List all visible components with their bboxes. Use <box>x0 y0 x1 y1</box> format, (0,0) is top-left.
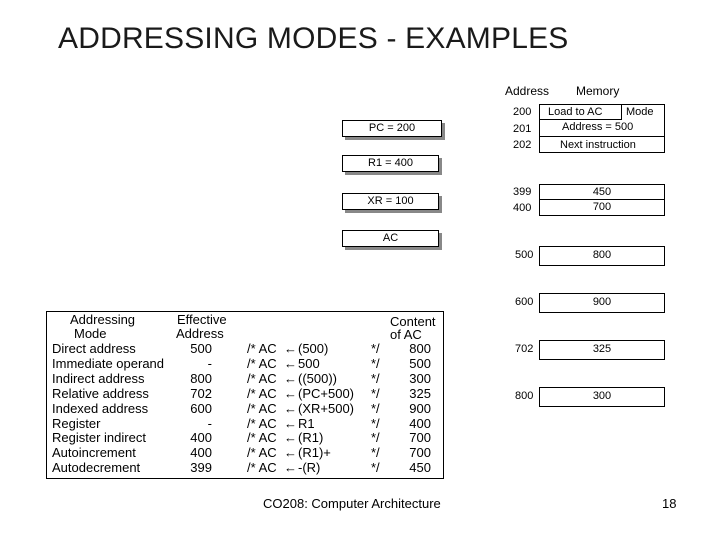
table-header-ea: Address <box>176 326 224 341</box>
memory-block-399 <box>539 184 665 216</box>
instruction-divider <box>540 136 664 137</box>
row-arrow: ← <box>284 341 297 356</box>
row-expression: (R1) <box>298 430 324 446</box>
row-mode: Register indirect <box>52 430 146 446</box>
memory-address: 201 <box>513 123 532 135</box>
row-expression: (500) <box>298 341 329 356</box>
memory-address: 202 <box>513 139 532 151</box>
instruction-block <box>539 104 665 153</box>
row-effective-address: 400 <box>190 445 212 461</box>
memory-address: 702 <box>515 343 534 355</box>
address-header: Address <box>505 84 550 98</box>
row-expression: (PC+500) <box>298 385 354 401</box>
row-mode: Autoincrement <box>52 445 136 461</box>
row-content: 325 <box>409 385 431 401</box>
memory-divider <box>540 199 664 200</box>
row-content: 700 <box>409 430 431 446</box>
memory-value: 800 <box>592 249 612 261</box>
table-header-content: of AC <box>390 327 422 342</box>
memory-address: 400 <box>513 202 532 214</box>
row-content: 500 <box>409 355 431 371</box>
row-comment-close: */ <box>371 430 380 446</box>
row-arrow: ← <box>284 355 297 371</box>
table-header-ea: Effective <box>177 312 227 327</box>
row-comment-open: /* AC <box>247 341 277 356</box>
row-mode: Indirect address <box>52 370 145 386</box>
row-comment-close: */ <box>371 460 380 476</box>
xr-register: XR = 100 <box>342 193 439 210</box>
memory-header: Memory <box>576 84 620 98</box>
row-effective-address: 399 <box>190 460 212 476</box>
mode-divider <box>540 119 622 120</box>
table-header-mode: Mode <box>74 326 107 341</box>
row-effective-address: 702 <box>190 385 212 401</box>
row-comment-open: /* AC <box>247 400 277 416</box>
row-effective-address: 600 <box>190 400 212 416</box>
row-mode: Relative address <box>52 385 149 401</box>
memory-value: 450 <box>592 186 612 198</box>
pc-register: PC = 200 <box>342 120 442 137</box>
next-instruction: Next instruction <box>560 139 636 151</box>
memory-cell <box>539 340 665 360</box>
row-content: 700 <box>409 445 431 461</box>
r1-register: R1 = 400 <box>342 155 439 172</box>
row-comment-open: /* AC <box>247 370 277 386</box>
memory-address: 500 <box>515 249 534 261</box>
row-arrow: ← <box>284 460 297 476</box>
row-expression: -(R) <box>298 460 321 476</box>
row-comment-close: */ <box>371 355 380 371</box>
row-effective-address: - <box>207 415 212 431</box>
course-footer: CO208: Computer Architecture <box>263 496 441 511</box>
row-comment-close: */ <box>371 370 380 386</box>
row-comment-close: */ <box>371 445 380 461</box>
row-content: 300 <box>409 370 431 386</box>
row-mode: Autodecrement <box>52 460 141 476</box>
row-effective-address: 500 <box>190 341 212 356</box>
memory-address: 800 <box>515 390 534 402</box>
row-content: 400 <box>409 415 431 431</box>
row-comment-close: */ <box>371 385 380 401</box>
table-header-content: Content <box>390 314 436 329</box>
slide-title: ADDRESSING MODES - EXAMPLES <box>58 22 569 55</box>
row-effective-address: 400 <box>190 430 212 446</box>
memory-cell <box>539 387 665 407</box>
row-arrow: ← <box>284 385 297 401</box>
memory-value: 900 <box>592 296 612 308</box>
row-comment-open: /* AC <box>247 415 277 431</box>
row-effective-address: 800 <box>190 370 212 386</box>
row-mode: Immediate operand <box>52 355 165 371</box>
instruction-opcode: Load to AC <box>548 106 603 118</box>
mode-divider <box>621 105 622 119</box>
row-expression: R1 <box>298 415 315 431</box>
table-header-mode: Addressing <box>70 312 136 327</box>
row-expression: ((500)) <box>298 370 338 386</box>
memory-cell <box>539 246 665 266</box>
memory-address: 399 <box>513 186 532 198</box>
row-comment-close: */ <box>371 415 380 431</box>
row-comment-open: /* AC <box>247 385 277 401</box>
row-expression: 500 <box>298 355 320 371</box>
row-mode: Register <box>52 415 101 431</box>
row-comment-open: /* AC <box>247 430 277 446</box>
memory-value: 300 <box>592 390 612 402</box>
instruction-address: Address = 500 <box>562 121 634 133</box>
row-effective-address: - <box>207 355 212 371</box>
row-comment-close: */ <box>371 341 380 356</box>
row-comment-open: /* AC <box>247 355 277 371</box>
row-mode: Direct address <box>52 341 136 356</box>
ac-register: AC <box>342 230 439 247</box>
row-content: 450 <box>409 460 431 476</box>
instruction-mode: Mode <box>626 106 654 118</box>
row-content: 900 <box>409 400 431 416</box>
memory-value: 700 <box>592 201 612 213</box>
memory-cell <box>539 293 665 313</box>
row-expression: (R1)+ <box>298 445 331 461</box>
memory-address: 200 <box>513 106 532 118</box>
row-arrow: ← <box>284 400 297 416</box>
row-comment-open: /* AC <box>247 460 277 476</box>
memory-address: 600 <box>515 296 534 308</box>
row-comment-close: */ <box>371 400 380 416</box>
row-arrow: ← <box>284 430 297 446</box>
row-mode: Indexed address <box>52 400 149 416</box>
row-arrow: ← <box>284 445 297 461</box>
row-content: 800 <box>409 341 431 356</box>
page-number: 18 <box>662 496 677 511</box>
row-comment-open: /* AC <box>247 445 277 461</box>
row-arrow: ← <box>284 415 297 431</box>
memory-value: 325 <box>592 343 612 355</box>
row-arrow: ← <box>284 370 297 386</box>
row-expression: (XR+500) <box>298 400 354 416</box>
